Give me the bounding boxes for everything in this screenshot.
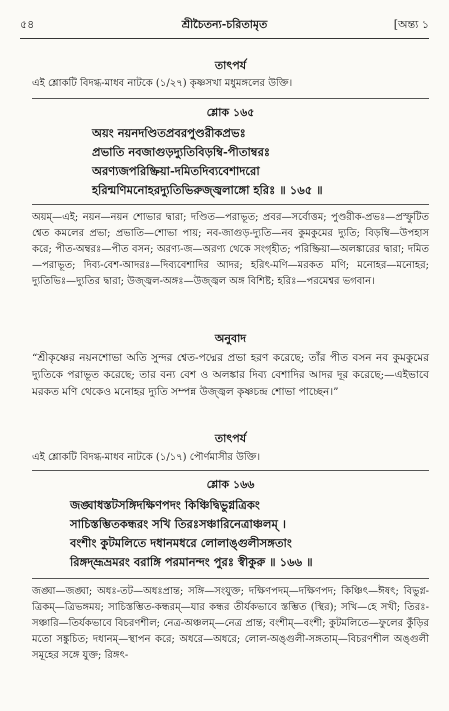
- purport-text: এই শ্লোকটি বিদগ্ধ-মাধব নাটকে (১/২৭) কৃষ্ণসখা মধুমঙ্গলের উক্তি।: [32, 78, 293, 89]
- verse-line: বংশীং কুটমলিতে দধানমধরে লোলাঙ্গুলীসঙ্গতাং: [70, 536, 292, 550]
- verse-line: অরণ্যজপরিষ্ক্রিয়া-দমিতদিব্যবেশাদরো: [92, 164, 260, 178]
- header-rule: [20, 38, 429, 39]
- synonyms-166: জঙ্ঘা—জঙ্ঘা; অধঃ-তট—অধঃপ্রান্ত; সঙ্গি—সংযুক্ত; দক্ষিণপদম্—দক্ষিণপদ; কিঞ্চিৎ—ঈষৎ; বিভুগ্ন-ত্রিকম্—ত্রিভঙ্গময়; সাচিস্তম্ভিত-কন্ধরম্—যার কন্ধর তীর্যকভাবে স্তম্ভিত (স্থির); সখি—হে সখী; তিরঃ-সঞ্চারি—তির্যকভাবে বিচরণশীল; নেত্র-অঞ্চলম্—নেত্র প্রান্ত; বংশীম্—বংশী; কুটমলিতে—ফুলের কুঁড়ির মতো সঙ্কুচিত; দধানম্—স্থাপন করে; অধরে—অধরে; লোল-অঙ্গুলী-সঙ্গতাম্—বিচরণশীল অঙ্গুলী সমূহের সঙ্গে যুক্ত; রিঙ্গৎ-: [32, 586, 429, 661]
- translation-heading: অনুবাদ: [214, 332, 247, 345]
- purport-heading: তাৎপর্য: [214, 432, 247, 445]
- purport-heading: তাৎপর্য: [214, 59, 247, 72]
- synonyms-165: অয়ম্—এই; নয়ন—নয়ন শোভার দ্বারা; দণ্ডিত—পরাভূত; প্রবর—সর্বোত্তম; পুণ্ডরীক-প্রভঃ—প্রস্ফুটিত শ্বেত কমলের প্রভা; প্রভাতি—শোভা পায়; নব-জাগুড়-দ্যুতি—নব কুমকুমের দ্যুতি; বিড়ম্বি—উপহাস করে; পীত-অম্বরঃ—পীত বসন; অরণ্য-জ—অরণ্য থেকে সংগৃহীত; পরিষ্ক্রিয়া—অলঙ্কারের দ্বারা; দমিত—পরাভূত; দিব্য-বেশ-আদরঃ—দিব্যবেশাদির আদর; হরিৎ-মণি—মরকত মণি; মনোহর—মনোহর; দ্যুতিভিঃ—দ্যুতির দ্বারা; উজ্জ্বল-অঙ্গঃ—উজ্জ্বল অঙ্গ বিশিষ্ট; হরিঃ—পরমেশ্বর ভগবান।: [32, 212, 429, 287]
- verse-line: হরিন্মণিমনোহরদ্যুতিভিরুজ্জ্বলাঙ্গো হরিঃ ॥ ১৬৫ ॥: [92, 183, 323, 197]
- page-header: [20, 16, 429, 36]
- section-divider: [32, 98, 429, 99]
- verse-line: সাচিস্তম্ভিতকন্ধরং সখি তিরঃসঞ্চারিনেত্রাঞ্চলম্ ।: [70, 517, 286, 531]
- section-divider: [32, 204, 429, 205]
- verse-line: রিঙ্গদ্ভ্রূভ্রমরং বরাঙ্গি পরমানন্দং পুরঃ স্বীকুরু ॥ ১৬৬ ॥: [70, 555, 313, 569]
- verse-line: অয়ং নয়নদণ্ডিতপ্রবরপুণ্ডরীকপ্রভঃ: [92, 126, 246, 140]
- verse-165-heading: শ্লোক ১৬৫: [206, 106, 255, 119]
- purport-text: এই শ্লোকটি বিদগ্ধ-মাধব নাটকে (১/১৭) পৌর্ণমাসীর উক্তি।: [32, 452, 261, 463]
- section-divider: [32, 578, 429, 579]
- verse-line: প্রভাতি নবজাগুড়দ্যুতিবিড়ম্বি-পীতাম্বরঃ: [92, 145, 271, 159]
- translation-165: “শ্রীকৃষ্ণের নয়নশোভা অতি সুন্দর শ্বেত-পদ্মের প্রভা হরণ করেছে; তাঁর পীত বসন নব কুমকুমের দ্যুতিকে পরাভূত করেছে; তার বন্য বেশ ও অলঙ্কার দিব্য বেশাদির আদর দূর করেছে;—এইভাবে মরকত মণি থেকেও মনোহর দ্যুতি সম্পন্ন উজ্জ্বল কৃষ্ণচন্দ্র শোভা পাচ্ছেন।”: [32, 352, 429, 398]
- verse-line: জঙ্ঘাধস্তটসঙ্গিদক্ষিণপদং কিঞ্চিদ্বিভুগ্নত্রিকং: [70, 498, 260, 512]
- book-title: শ্রীচৈতন্য-চরিতামৃত: [181, 18, 268, 31]
- section-divider: [32, 470, 429, 471]
- verse-165: [32, 124, 429, 200]
- page-number: ৫৪: [20, 18, 35, 31]
- section-label: [অন্ত্য ১: [393, 18, 429, 31]
- verse-166: [32, 496, 429, 572]
- verse-166-heading: শ্লোক ১৬৬: [206, 478, 255, 491]
